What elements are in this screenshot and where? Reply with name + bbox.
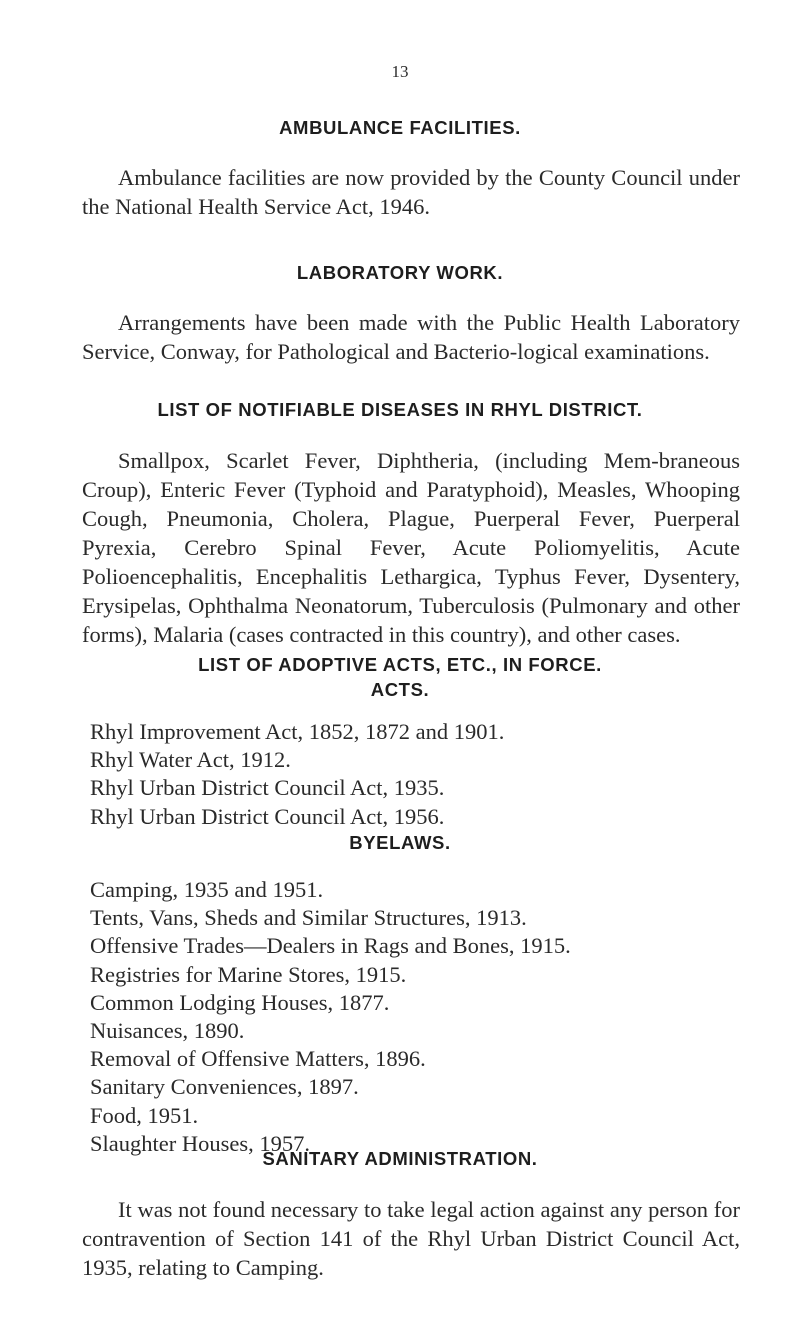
act-item: Rhyl Urban District Council Act, 1956.	[90, 803, 445, 829]
paragraph-ambulance-facilities: Ambulance facilities are now provided by the County Council under the National Health Service Act, 1946.	[82, 165, 740, 219]
byelaw-item: Removal of Offensive Matters, 1896.	[90, 1046, 426, 1072]
byelaw-item: Registries for Marine Stores, 1915.	[90, 961, 407, 987]
paragraph-notifiable-diseases: Smallpox, Scarlet Fever, Diphtheria, (including Mem-braneous Croup), Enteric Fever (Typhoid and Paratyphoid), Measles, Whooping Cough, Pneumonia, Cholera, Plague, Puerperal Fever, Puerperal Pyrexia, Cerebro Spinal Fever, Acute Poliomyelitis, Acute Polioencephalitis, Encephalitis Lethargica, Typhus Fever, Dysentery, Erysipelas, Ophthalma Neonatorum, Tuberculosis (Pulmonary and other forms), Malaria (cases contracted in this country), and other cases.	[82, 448, 740, 647]
byelaw-item: Sanitary Conveniences, 1897.	[90, 1074, 359, 1100]
byelaw-item: Offensive Trades—Dealers in Rags and Bones, 1915.	[90, 933, 571, 959]
byelaw-item: Nuisances, 1890.	[90, 1018, 245, 1044]
heading-adoptive-acts: LIST OF ADOPTIVE ACTS, ETC., IN FORCE.	[198, 654, 602, 675]
page-number: 13	[391, 62, 409, 81]
byelaw-item: Slaughter Houses, 1957.	[90, 1130, 310, 1156]
byelaw-item: Food, 1951.	[90, 1102, 199, 1128]
subheading-acts: ACTS.	[370, 679, 430, 700]
paragraph-sanitary-administration: It was not found necessary to take legal action against any person for contravention of Section 141 of the Rhyl Urban District Council Act, 1935, relating to Camping.	[82, 1197, 740, 1280]
acts-list	[90, 718, 750, 831]
heading-ambulance-facilities: AMBULANCE FACILITIES.	[279, 117, 521, 138]
heading-byelaws: BYELAWS.	[349, 832, 451, 853]
act-item: Rhyl Urban District Council Act, 1935.	[90, 775, 445, 801]
byelaw-item: Common Lodging Houses, 1877.	[90, 989, 390, 1015]
act-item: Rhyl Water Act, 1912.	[90, 747, 291, 773]
act-item: Rhyl Improvement Act, 1852, 1872 and 1901.	[90, 719, 505, 744]
heading-laboratory-work: LABORATORY WORK.	[296, 262, 504, 283]
heading-sanitary-administration: SANITARY ADMINISTRATION.	[262, 1148, 538, 1169]
byelaw-item: Camping, 1935 and 1951.	[90, 877, 324, 902]
byelaw-item: Tents, Vans, Sheds and Similar Structures, 1913.	[90, 905, 527, 931]
heading-notifiable-diseases: LIST OF NOTIFIABLE DISEASES IN RHYL DISTRICT.	[157, 399, 643, 420]
byelaws-list	[90, 876, 750, 1158]
paragraph-laboratory-work: Arrangements have been made with the Public Health Laboratory Service, Conway, for Pathological and Bacterio-logical examinations.	[82, 310, 740, 364]
